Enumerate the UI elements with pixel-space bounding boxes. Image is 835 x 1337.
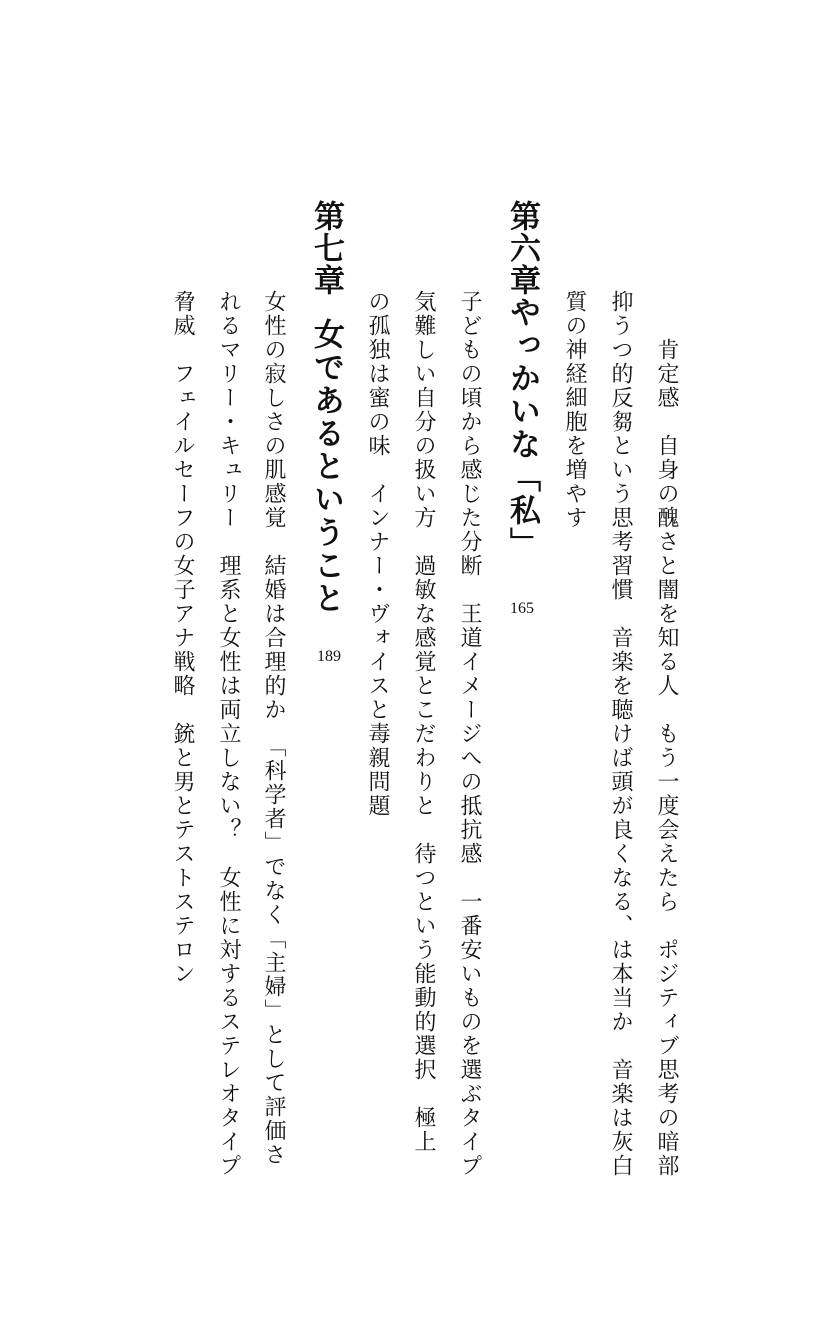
toc-line: 子どもの頃から感じた分断 王道イメージへの抵抗感 一番安いものを選ぶタイプ <box>457 290 482 1178</box>
chapter-6-number: 第六章 <box>504 200 540 296</box>
chapter-7-title: 女であるということ <box>308 318 344 615</box>
chapter-7-page: 189 <box>317 648 341 665</box>
toc-line: れるマリー・キュリー 理系と女性は両立しない？ 女性に対するステレオタイプ <box>216 290 241 1178</box>
toc-line: 抑うつ的反芻という思考習慣 音楽を聴けば頭が良くなる、は本当か 音楽は灰白 <box>608 290 633 1178</box>
chapter-6-title: やっかいな「私」 <box>504 296 540 560</box>
toc-line: 女性の寂しさの肌感覚 結婚は合理的か 「科学者」でなく「主婦」として評価さ <box>261 290 286 1167</box>
chapter-6-page: 165 <box>510 600 534 617</box>
toc-line: 質の神経細胞を増やす <box>562 290 587 530</box>
toc-line: 気難しい自分の扱い方 過敏な感覚とこだわりと 待つという能動的選択 極上 <box>411 290 436 1154</box>
toc-line: 脅威 フェイルセーフの女子アナ戦略 銃と男とテストステロン <box>170 290 195 986</box>
toc-line: 肯定感 自身の醜さと闇を知る人 もう一度会えたら ポジティブ思考の暗部 <box>654 338 679 1178</box>
chapter-7-number: 第七章 <box>308 200 344 296</box>
toc-line: の孤独は蜜の味 インナー・ヴォイスと毒親問題 <box>365 290 390 818</box>
